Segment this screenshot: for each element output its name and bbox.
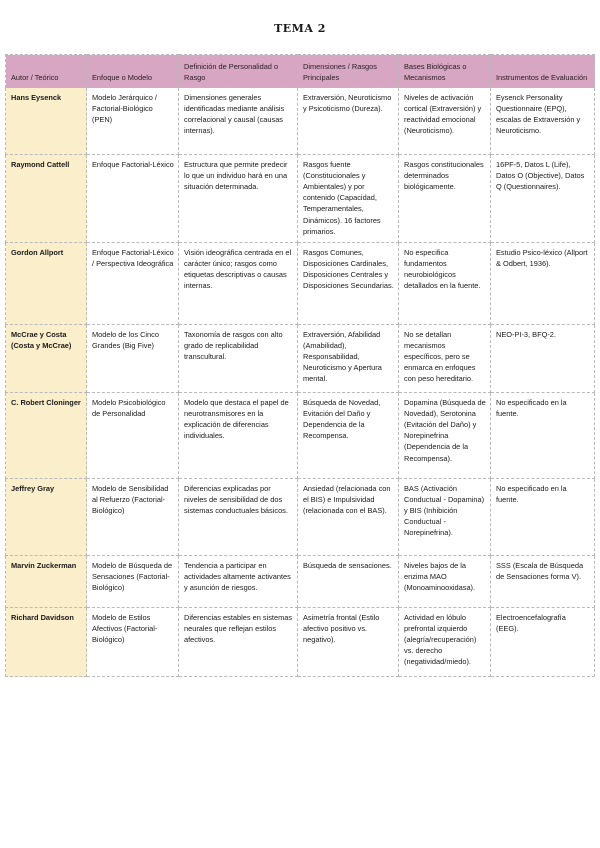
cell-biological-bases: Actividad en lóbulo prefrontal izquierdo (alegría/recuperación) vs. derecho (negatividad/miedo).	[399, 608, 491, 677]
cell-definition: Taxonomía de rasgos con alto grado de replicabilidad transcultural.	[179, 325, 298, 393]
cell-biological-bases: BAS (Activación Conductual - Dopamina) y BIS (Inhibición Conductual - Norepinefrina).	[399, 479, 491, 556]
cell-instruments: Eysenck Personality Questionnaire (EPQ), escalas de Extraversión y Neuroticismo.	[491, 88, 595, 155]
cell-dimensions: Rasgos Comunes, Disposiciones Cardinales, Disposiciones Centrales y Disposiciones Secundarias.	[298, 243, 399, 325]
cell-dimensions: Búsqueda de Novedad, Evitación del Daño y Dependencia de la Recompensa.	[298, 393, 399, 479]
cell-approach: Modelo de Búsqueda de Sensaciones (Factorial-Biológico)	[87, 556, 179, 608]
cell-author: Gordon Allport	[6, 243, 87, 325]
cell-approach: Enfoque Factorial-Léxico	[87, 155, 179, 243]
table-row	[6, 556, 595, 608]
theory-table	[5, 54, 595, 677]
cell-approach: Modelo de Estilos Afectivos (Factorial-Biológico)	[87, 608, 179, 677]
cell-approach: Modelo de los Cinco Grandes (Big Five)	[87, 325, 179, 393]
cell-dimensions: Extraversión, Neuroticismo y Psicoticismo (Dureza).	[298, 88, 399, 155]
cell-instruments: No especificado en la fuente.	[491, 479, 595, 556]
cell-dimensions: Búsqueda de sensaciones.	[298, 556, 399, 608]
table-row	[6, 88, 595, 155]
cell-instruments: 16PF-5, Datos L (Life), Datos O (Objective), Datos Q (Questionnaires).	[491, 155, 595, 243]
table-row	[6, 325, 595, 393]
cell-biological-bases: Niveles bajos de la enzima MAO (Monoaminooxidasa).	[399, 556, 491, 608]
cell-instruments: Electroencefalografía (EEG).	[491, 608, 595, 677]
cell-definition: Tendencia a participar en actividades altamente activantes y asunción de riesgos.	[179, 556, 298, 608]
cell-instruments: No especificado en la fuente.	[491, 393, 595, 479]
header-definition: Definición de Personalidad o Rasgo	[179, 55, 298, 88]
header-author: Autor / Teórico	[6, 55, 87, 88]
cell-instruments: NEO-PI-3, BFQ-2.	[491, 325, 595, 393]
cell-author: Hans Eysenck	[6, 88, 87, 155]
cell-dimensions: Asimetría frontal (Estilo afectivo positivo vs. negativo).	[298, 608, 399, 677]
cell-dimensions: Extraversión, Afabilidad (Amabilidad), Responsabilidad, Neuroticismo y Apertura mental.	[298, 325, 399, 393]
header-biological-bases: Bases Biológicas o Mecanismos	[399, 55, 491, 88]
header-instruments: Instrumentos de Evaluación	[491, 55, 595, 88]
theory-table-container	[5, 54, 594, 677]
header-dimensions: Dimensiones / Rasgos Principales	[298, 55, 399, 88]
cell-author: Marvin Zuckerman	[6, 556, 87, 608]
cell-author: McCrae y Costa (Costa y McCrae)	[6, 325, 87, 393]
cell-definition: Diferencias estables en sistemas neurales que reflejan estilos afectivos.	[179, 608, 298, 677]
cell-instruments: Estudio Psico-léxico (Allport & Odbert, 1936).	[491, 243, 595, 325]
page-title: TEMA 2	[274, 22, 326, 35]
cell-instruments: SSS (Escala de Búsqueda de Sensaciones forma V).	[491, 556, 595, 608]
table-row	[6, 393, 595, 479]
cell-author: Raymond Cattell	[6, 155, 87, 243]
cell-author: Jeffrey Gray	[6, 479, 87, 556]
cell-dimensions: Ansiedad (relacionada con el BIS) e Impulsividad (relacionada con el BAS).	[298, 479, 399, 556]
cell-biological-bases: No se detallan mecanismos específicos, pero se enmarca en enfoques con peso hereditario.	[399, 325, 491, 393]
table-row	[6, 608, 595, 677]
cell-definition: Modelo que destaca el papel de neurotransmisores en la explicación de diferencias individuales.	[179, 393, 298, 479]
table-row	[6, 243, 595, 325]
table-header-row	[6, 55, 595, 88]
table-row	[6, 155, 595, 243]
cell-dimensions: Rasgos fuente (Constitucionales y Ambientales) y por contenido (Capacidad, Temperamentales, Dinámicos). 16 factores primarios.	[298, 155, 399, 243]
table-row	[6, 479, 595, 556]
header-approach: Enfoque o Modelo	[87, 55, 179, 88]
cell-author: C. Robert Cloninger	[6, 393, 87, 479]
cell-approach: Enfoque Factorial-Léxico / Perspectiva Ideográfica	[87, 243, 179, 325]
cell-approach: Modelo Jerárquico / Factorial-Biológico (PEN)	[87, 88, 179, 155]
cell-author: Richard Davidson	[6, 608, 87, 677]
cell-biological-bases: Rasgos constitucionales determinados biológicamente.	[399, 155, 491, 243]
cell-approach: Modelo de Sensibilidad al Refuerzo (Factorial-Biológico)	[87, 479, 179, 556]
cell-definition: Visión ideográfica centrada en el carácter único; rasgos como etiquetas descriptivas o causas internas.	[179, 243, 298, 325]
cell-biological-bases: Dopamina (Búsqueda de Novedad), Serotonina (Evitación del Daño) y Norepinefrina (Dependencia de la Recompensa).	[399, 393, 491, 479]
cell-definition: Diferencias explicadas por niveles de sensibilidad de dos sistemas conductuales básicos.	[179, 479, 298, 556]
cell-biological-bases: No especifica fundamentos neurobiológicos detallados en la fuente.	[399, 243, 491, 325]
cell-definition: Dimensiones generales identificadas mediante análisis correlacional y causal (causas internas).	[179, 88, 298, 155]
cell-biological-bases: Niveles de activación cortical (Extraversión) y reactividad emocional (Neuroticismo).	[399, 88, 491, 155]
cell-approach: Modelo Psicobiológico de Personalidad	[87, 393, 179, 479]
cell-definition: Estructura que permite predecir lo que un individuo hará en una situación determinada.	[179, 155, 298, 243]
